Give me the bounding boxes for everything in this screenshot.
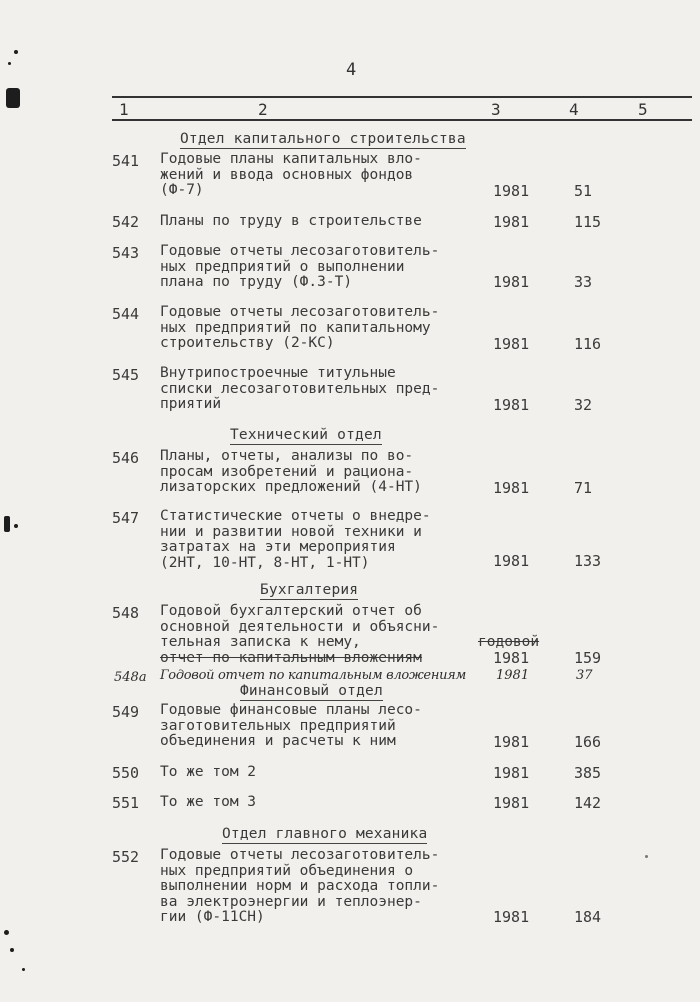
row-548-struck-word: годовой	[478, 634, 540, 650]
row-551-description: То же том 3	[160, 794, 257, 810]
row-544-number: 544	[112, 305, 140, 323]
row-550-number: 550	[112, 764, 140, 782]
scan-speck	[14, 524, 18, 528]
header-bottom-rule	[112, 119, 692, 121]
column-header-3: 3	[491, 100, 501, 119]
row-545-number: 545	[112, 366, 140, 384]
column-header-1: 1	[119, 100, 129, 119]
scan-speck	[4, 930, 9, 935]
row-551-number: 551	[112, 794, 140, 812]
row-545-description: Внутрипостроечные титульные списки лесозаготовительных пред- приятий	[160, 365, 440, 412]
row-551-year: 1981	[493, 794, 530, 812]
row-541-description: Годовые планы капитальных вло- жений и ввода основных фондов (Ф-7)	[160, 151, 422, 198]
row-550-description: То же том 2	[160, 764, 257, 780]
row-546-quantity: 71	[574, 479, 593, 497]
row-545-quantity: 32	[574, 396, 593, 414]
row-549-number: 549	[112, 703, 140, 721]
scan-speck	[10, 948, 14, 952]
row-546-description: Планы, отчеты, анализы по во- просам изобретений и рациона- лизаторских предложений (4-НТ)	[160, 448, 422, 495]
row-545-year: 1981	[493, 396, 530, 414]
row-552-description: Годовые отчеты лесозаготовитель- ных предприятий объединения о выполнении норм и расхода топли- ва электроэнергии и теплоэнер- гии (Ф-11СН)	[160, 847, 440, 925]
header-top-rule	[112, 96, 692, 98]
row-543-description: Годовые отчеты лесозаготовитель- ных предприятий о выполнении плана по труду (Ф.3-Т)	[160, 243, 440, 290]
row-549-description: Годовые финансовые планы лесо- заготовительных предприятий объединения и расчеты к ним	[160, 702, 422, 749]
scan-speck	[645, 855, 648, 858]
row-543-year: 1981	[493, 273, 530, 291]
row-552-year: 1981	[493, 908, 530, 926]
row-552-quantity: 184	[574, 908, 602, 926]
scan-speck	[8, 62, 11, 65]
row-548-year: 1981	[493, 649, 530, 667]
row-551-quantity: 142	[574, 794, 602, 812]
row-544-year: 1981	[493, 335, 530, 353]
row-544-description: Годовые отчеты лесозаготовитель- ных предприятий по капитальному строительству (2-КС)	[160, 304, 440, 351]
row-541-quantity: 51	[574, 182, 593, 200]
scan-speck	[4, 516, 10, 532]
row-542-number: 542	[112, 213, 140, 231]
row-550-year: 1981	[493, 764, 530, 782]
row-552-number: 552	[112, 848, 140, 866]
section-heading-mechanic: Отдел главного механика	[222, 826, 428, 842]
row-548a-quantity: 37	[576, 668, 593, 683]
row-547-number: 547	[112, 509, 140, 527]
row-546-year: 1981	[493, 479, 530, 497]
row-550-quantity: 385	[574, 764, 602, 782]
row-548a-number: 548а	[114, 670, 147, 685]
section-heading-capital: Отдел капитального строительства	[180, 131, 466, 147]
row-548-description: Годовой бухгалтерский отчет об основной деятельности и объясни- тельная записка к нему,	[160, 603, 440, 650]
row-542-quantity: 115	[574, 213, 602, 231]
scan-speck	[14, 50, 18, 54]
scan-mark	[6, 88, 20, 108]
row-541-year: 1981	[493, 182, 530, 200]
row-549-quantity: 166	[574, 733, 602, 751]
row-547-year: 1981	[493, 552, 530, 570]
row-547-description: Статистические отчеты о внедре- нии и развитии новой техники и затратах на эти мероприятия (2НТ, 10-НТ, 8-НТ, 1-НТ)	[160, 508, 431, 571]
row-543-number: 543	[112, 244, 140, 262]
row-543-quantity: 33	[574, 273, 593, 291]
row-548-quantity: 159	[574, 649, 602, 667]
row-541-number: 541	[112, 152, 140, 170]
page-number: 4	[346, 60, 357, 80]
row-542-year: 1981	[493, 213, 530, 231]
section-heading-finance: Финансовый отдел	[240, 683, 383, 699]
row-546-number: 546	[112, 449, 140, 467]
section-heading-technical: Технический отдел	[230, 427, 382, 443]
row-544-quantity: 116	[574, 335, 602, 353]
row-548a-description: Годовой отчет по капитальным вложениям	[160, 668, 466, 683]
column-header-5: 5	[638, 100, 648, 119]
row-548-struck-line: отчет по капитальным вложениям	[160, 649, 422, 666]
row-542-description: Планы по труду в строительстве	[160, 213, 422, 229]
row-548-number: 548	[112, 604, 140, 622]
column-header-2: 2	[258, 100, 268, 119]
section-heading-accounting: Бухгалтерия	[260, 582, 359, 598]
row-547-quantity: 133	[574, 552, 602, 570]
row-549-year: 1981	[493, 733, 530, 751]
row-548a-year: 1981	[496, 668, 530, 683]
scan-speck	[22, 968, 25, 971]
column-header-4: 4	[569, 100, 579, 119]
